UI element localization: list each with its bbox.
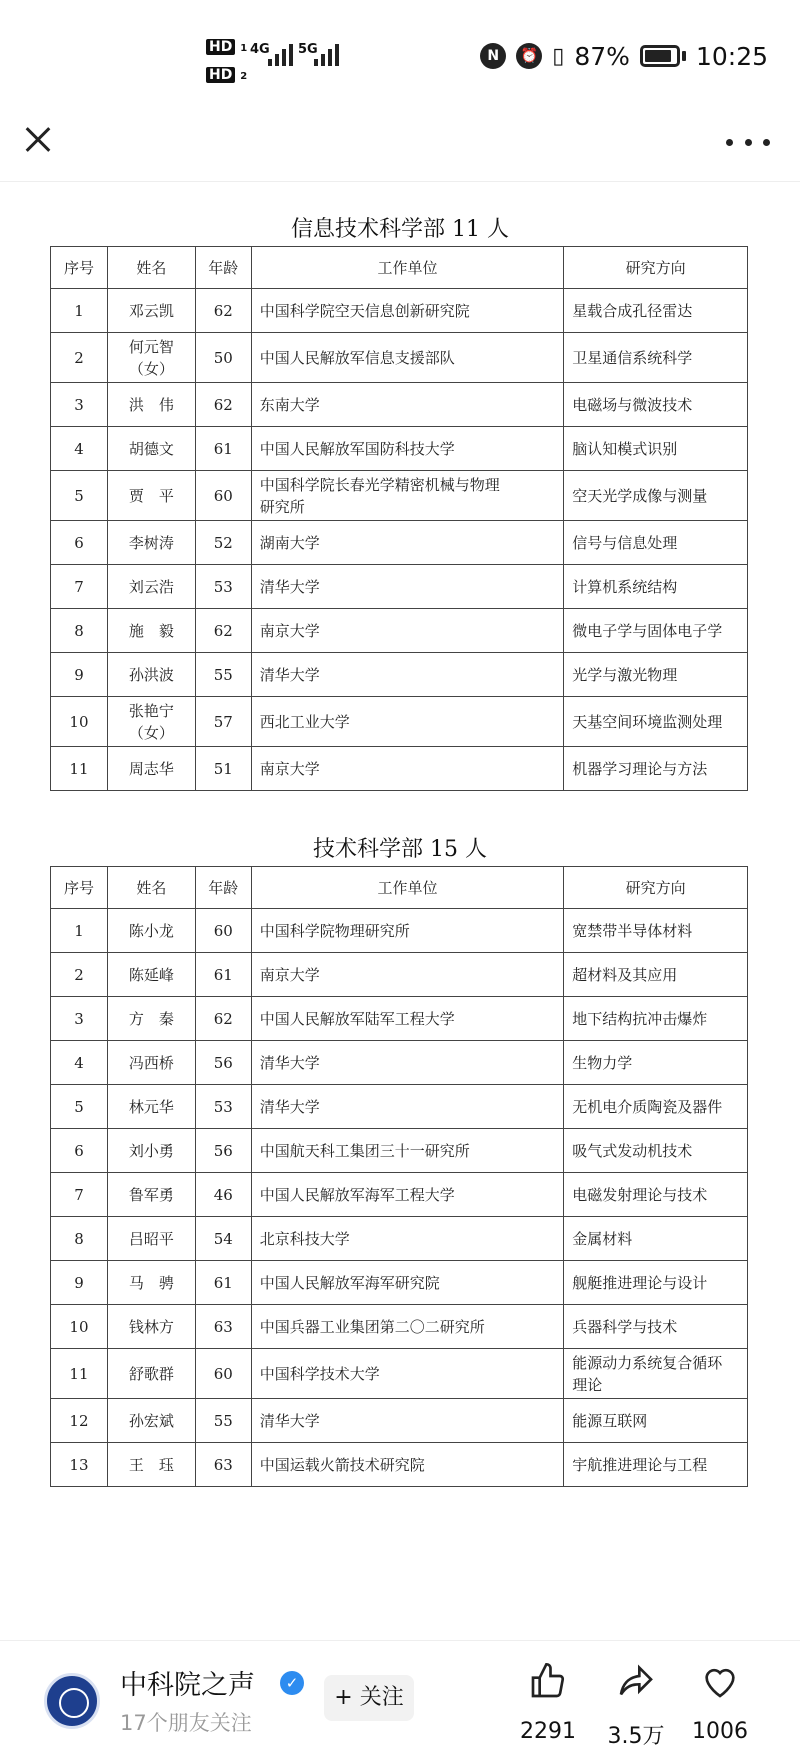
more-icon[interactable] (726, 130, 770, 154)
row-name: 林元华 (107, 1085, 195, 1129)
row-org: 东南大学 (251, 383, 563, 427)
row-age: 57 (195, 697, 251, 747)
row-dir: 宇航推进理论与工程 (564, 1443, 748, 1487)
table-row (51, 609, 748, 653)
status-bar (0, 0, 800, 110)
header-dir: 研究方向 (564, 867, 748, 909)
row-dir: 地下结构抗冲击爆炸 (564, 997, 748, 1041)
row-name: 刘云浩 (107, 565, 195, 609)
network-type-2: 5G (298, 42, 318, 57)
header-name: 姓名 (107, 247, 195, 289)
table-row (51, 953, 748, 997)
row-age: 55 (195, 1399, 251, 1443)
share-count: 3.5万 (607, 1724, 665, 1749)
row-idx: 10 (51, 1305, 108, 1349)
row-idx: 3 (51, 997, 108, 1041)
table-row (51, 1129, 748, 1173)
app-header (0, 110, 800, 182)
row-org: 中国人民解放军海军研究院 (251, 1261, 564, 1305)
row-dir: 金属材料 (564, 1217, 748, 1261)
header-age: 年龄 (195, 247, 251, 289)
header-idx: 序号 (51, 867, 108, 909)
row-idx: 7 (51, 565, 108, 609)
row-org: 中国科学院物理研究所 (251, 909, 564, 953)
row-name: 方 秦 (107, 997, 195, 1041)
row-idx: 12 (51, 1399, 108, 1443)
row-idx: 6 (51, 1129, 108, 1173)
table-row (51, 565, 748, 609)
row-name: 陈小龙 (107, 909, 195, 953)
row-dir: 生物力学 (564, 1041, 748, 1085)
row-age: 62 (195, 997, 251, 1041)
row-name: 鲁军勇 (107, 1173, 195, 1217)
row-name: 孙宏斌 (107, 1399, 195, 1443)
row-dir: 宽禁带半导体材料 (564, 909, 748, 953)
table-row (51, 1085, 748, 1129)
row-age: 54 (195, 1217, 251, 1261)
row-idx: 9 (51, 1261, 108, 1305)
row-org: 中国人民解放军陆军工程大学 (251, 997, 564, 1041)
row-dir: 星载合成孔径雷达 (564, 289, 748, 333)
row-idx: 7 (51, 1173, 108, 1217)
table-row (51, 521, 748, 565)
table-row (51, 333, 748, 383)
row-dir: 能源互联网 (564, 1399, 748, 1443)
row-name: 刘小勇 (107, 1129, 195, 1173)
favorite-count: 1006 (692, 1719, 748, 1744)
table-row (51, 289, 748, 333)
row-age: 61 (195, 953, 251, 997)
row-dir: 脑认知模式识别 (564, 427, 748, 471)
row-age: 61 (195, 427, 251, 471)
row-dir: 空天光学成像与测量 (564, 471, 748, 521)
row-idx: 8 (51, 609, 108, 653)
hd-indicator: HD 1 HD 2 (206, 34, 247, 90)
row-dir: 计算机系统结构 (564, 565, 748, 609)
table-row (51, 1261, 748, 1305)
row-idx: 9 (51, 653, 108, 697)
row-org: 中国人民解放军国防科技大学 (251, 427, 563, 471)
thumbs-up-icon (508, 1661, 588, 1705)
row-age: 55 (195, 653, 251, 697)
row-dir: 舰艇推进理论与设计 (564, 1261, 748, 1305)
heart-icon (680, 1661, 760, 1705)
row-name: 钱林方 (107, 1305, 195, 1349)
table-header-row (51, 867, 748, 909)
row-org: 中国运载火箭技术研究院 (251, 1443, 564, 1487)
row-idx: 5 (51, 1085, 108, 1129)
header-idx: 序号 (51, 247, 108, 289)
row-idx: 1 (51, 909, 108, 953)
row-name: 冯西桥 (107, 1041, 195, 1085)
share-button[interactable] (596, 1661, 676, 1750)
signal-bars-icon-2 (314, 40, 339, 66)
row-age: 61 (195, 1261, 251, 1305)
table-row (51, 1443, 748, 1487)
row-age: 62 (195, 289, 251, 333)
friends-following: 17个朋友关注 (120, 1711, 252, 1735)
row-age: 63 (195, 1305, 251, 1349)
row-org: 中国兵器工业集团第二〇二研究所 (251, 1305, 564, 1349)
row-idx: 8 (51, 1217, 108, 1261)
row-idx: 2 (51, 333, 108, 383)
table-row (51, 1399, 748, 1443)
row-dir: 能源动力系统复合循环 理论 (564, 1349, 748, 1399)
share-icon (596, 1661, 676, 1705)
row-age: 60 (195, 909, 251, 953)
row-org: 中国科学院长春光学精密机械与物理 研究所 (251, 471, 563, 521)
table-row (51, 471, 748, 521)
like-count: 2291 (520, 1719, 576, 1744)
row-org: 清华大学 (251, 1399, 564, 1443)
row-name: 胡德文 (107, 427, 195, 471)
table-row (51, 997, 748, 1041)
row-name: 贾 平 (107, 471, 195, 521)
row-dir: 电磁场与微波技术 (564, 383, 748, 427)
section2-title: 技术科学部 15 人 (313, 837, 487, 862)
row-dir: 微电子学与固体电子学 (564, 609, 748, 653)
section1-table (50, 246, 748, 791)
nfc-icon: N (480, 43, 506, 69)
row-idx: 13 (51, 1443, 108, 1487)
row-age: 51 (195, 747, 251, 791)
row-org: 北京科技大学 (251, 1217, 564, 1261)
table-row (51, 1173, 748, 1217)
row-org: 中国科学院空天信息创新研究院 (251, 289, 563, 333)
row-name: 张艳宁 （女） (107, 697, 195, 747)
row-dir: 信号与信息处理 (564, 521, 748, 565)
row-org: 中国人民解放军信息支援部队 (251, 333, 563, 383)
table-row (51, 697, 748, 747)
row-age: 50 (195, 333, 251, 383)
row-name: 周志华 (107, 747, 195, 791)
row-age: 53 (195, 565, 251, 609)
close-icon[interactable] (18, 116, 66, 164)
account-avatar[interactable] (44, 1673, 100, 1729)
row-org: 南京大学 (251, 953, 564, 997)
bottom-bar (0, 1640, 800, 1760)
row-idx: 3 (51, 383, 108, 427)
row-dir: 卫星通信系统科学 (564, 333, 748, 383)
row-age: 46 (195, 1173, 251, 1217)
row-idx: 2 (51, 953, 108, 997)
row-idx: 5 (51, 471, 108, 521)
table-row (51, 1041, 748, 1085)
row-age: 62 (195, 609, 251, 653)
row-idx: 10 (51, 697, 108, 747)
row-org: 南京大学 (251, 747, 563, 791)
row-org: 清华大学 (251, 565, 563, 609)
network-type-1: 4G (250, 42, 270, 57)
row-idx: 11 (51, 1349, 108, 1399)
row-name: 邓云凯 (107, 289, 195, 333)
vibrate-icon: ▯ (552, 43, 565, 69)
row-name: 马 骋 (107, 1261, 195, 1305)
like-button[interactable] (508, 1661, 588, 1744)
row-dir: 超材料及其应用 (564, 953, 748, 997)
header-org: 工作单位 (251, 867, 564, 909)
row-dir: 光学与激光物理 (564, 653, 748, 697)
row-org: 南京大学 (251, 609, 563, 653)
row-org: 清华大学 (251, 653, 563, 697)
row-org: 中国人民解放军海军工程大学 (251, 1173, 564, 1217)
header-dir: 研究方向 (564, 247, 748, 289)
row-idx: 11 (51, 747, 108, 791)
table-row (51, 653, 748, 697)
row-idx: 4 (51, 427, 108, 471)
header-name: 姓名 (107, 867, 195, 909)
row-name: 何元智 （女） (107, 333, 195, 383)
row-age: 60 (195, 1349, 251, 1399)
row-dir: 吸气式发动机技术 (564, 1129, 748, 1173)
header-org: 工作单位 (251, 247, 563, 289)
row-org: 中国科学技术大学 (251, 1349, 564, 1399)
table-row (51, 909, 748, 953)
row-idx: 4 (51, 1041, 108, 1085)
favorite-button[interactable] (680, 1661, 760, 1744)
row-org: 清华大学 (251, 1085, 564, 1129)
row-age: 63 (195, 1443, 251, 1487)
row-age: 56 (195, 1041, 251, 1085)
row-idx: 1 (51, 289, 108, 333)
row-org: 西北工业大学 (251, 697, 563, 747)
battery-percent: 87% (574, 41, 630, 71)
signal-bars-icon (268, 40, 293, 66)
row-name: 舒歌群 (107, 1349, 195, 1399)
section2-table (50, 866, 748, 1487)
row-dir: 机器学习理论与方法 (564, 747, 748, 791)
row-name: 洪 伟 (107, 383, 195, 427)
row-name: 李树涛 (107, 521, 195, 565)
row-org: 湖南大学 (251, 521, 563, 565)
table-row (51, 1349, 748, 1399)
table-row (51, 747, 748, 791)
row-org: 清华大学 (251, 1041, 564, 1085)
row-name: 陈延峰 (107, 953, 195, 997)
table-header-row (51, 247, 748, 289)
row-age: 52 (195, 521, 251, 565)
row-age: 60 (195, 471, 251, 521)
row-name: 王 珏 (107, 1443, 195, 1487)
row-age: 56 (195, 1129, 251, 1173)
table-row (51, 383, 748, 427)
alarm-icon: ⏰ (516, 43, 542, 69)
row-name: 吕昭平 (107, 1217, 195, 1261)
table-row (51, 1305, 748, 1349)
row-age: 62 (195, 383, 251, 427)
row-idx: 6 (51, 521, 108, 565)
row-age: 53 (195, 1085, 251, 1129)
verified-icon: ✓ (280, 1671, 304, 1695)
table-row (51, 1217, 748, 1261)
account-name[interactable]: 中科院之声 (120, 1670, 255, 1701)
follow-button[interactable]: + 关注 (324, 1675, 414, 1721)
row-org: 中国航天科工集团三十一研究所 (251, 1129, 564, 1173)
battery-icon (640, 45, 686, 67)
header-age: 年龄 (195, 867, 251, 909)
row-dir: 无机电介质陶瓷及器件 (564, 1085, 748, 1129)
row-name: 孙洪波 (107, 653, 195, 697)
row-dir: 电磁发射理论与技术 (564, 1173, 748, 1217)
section1-title: 信息技术科学部 11 人 (291, 217, 509, 242)
table-row (51, 427, 748, 471)
row-name: 施 毅 (107, 609, 195, 653)
row-dir: 天基空间环境监测处理 (564, 697, 748, 747)
row-dir: 兵器科学与技术 (564, 1305, 748, 1349)
clock: 10:25 (695, 41, 768, 71)
status-right (480, 36, 768, 76)
